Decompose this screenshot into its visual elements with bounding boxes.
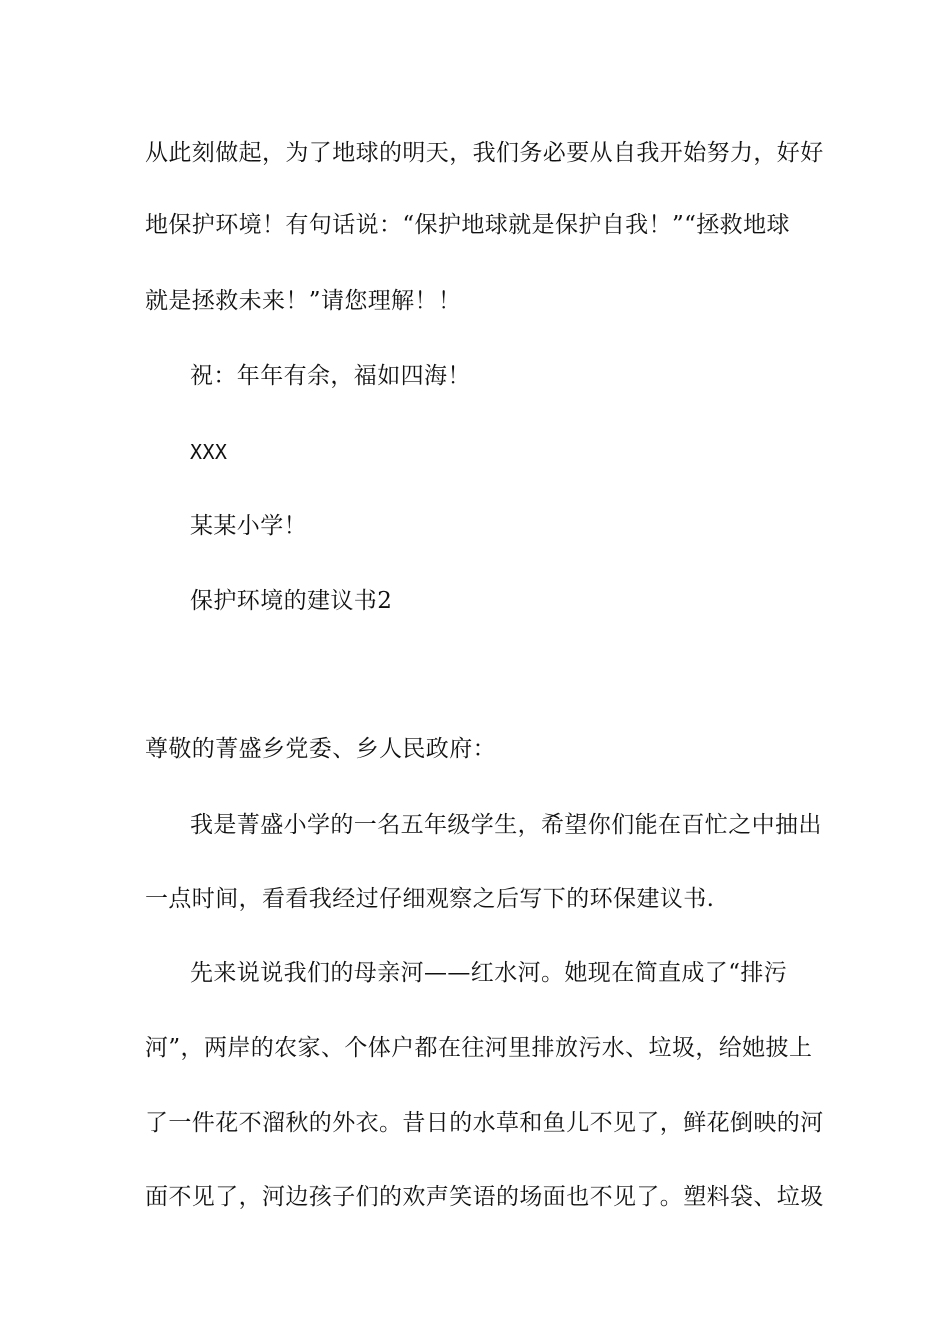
section-title: 保护环境的建议书2 (190, 588, 393, 614)
body-line-4: 河”，两岸的农家、个体户都在往河里排放污水、垃圾，给她披上 (145, 1035, 813, 1061)
body-line-2: 一点时间，看看我经过仔细观察之后写下的环保建议书. (145, 886, 715, 912)
paragraph-line-2: 地保护环境！有句话说：“保护地球就是保护自我！”“拯救地球 (145, 212, 790, 238)
body-line-3: 先来说说我们的母亲河——红水河。她现在简直成了“排污 (190, 960, 788, 986)
signature-school: 某某小学！ (190, 513, 307, 539)
closing-wish: 祝：年年有余，福如四海！ (190, 363, 471, 389)
body-line-5: 了一件花不溜秋的外衣。昔日的水草和鱼儿不见了，鲜花倒映的河 (145, 1110, 824, 1136)
paragraph-line-3: 就是拯救未来！”请您理解！！ (145, 288, 462, 314)
signature-name: XXX (190, 440, 228, 464)
paragraph-line-1: 从此刻做起，为了地球的明天，我们务必要从自我开始努力，好好 (145, 140, 824, 166)
salutation: 尊敬的菁盛乡党委、乡人民政府： (145, 736, 496, 762)
body-line-6: 面不见了，河边孩子们的欢声笑语的场面也不见了。塑料袋、垃圾 (145, 1184, 824, 1210)
body-line-1: 我是菁盛小学的一名五年级学生，希望你们能在百忙之中抽出 (190, 812, 822, 838)
